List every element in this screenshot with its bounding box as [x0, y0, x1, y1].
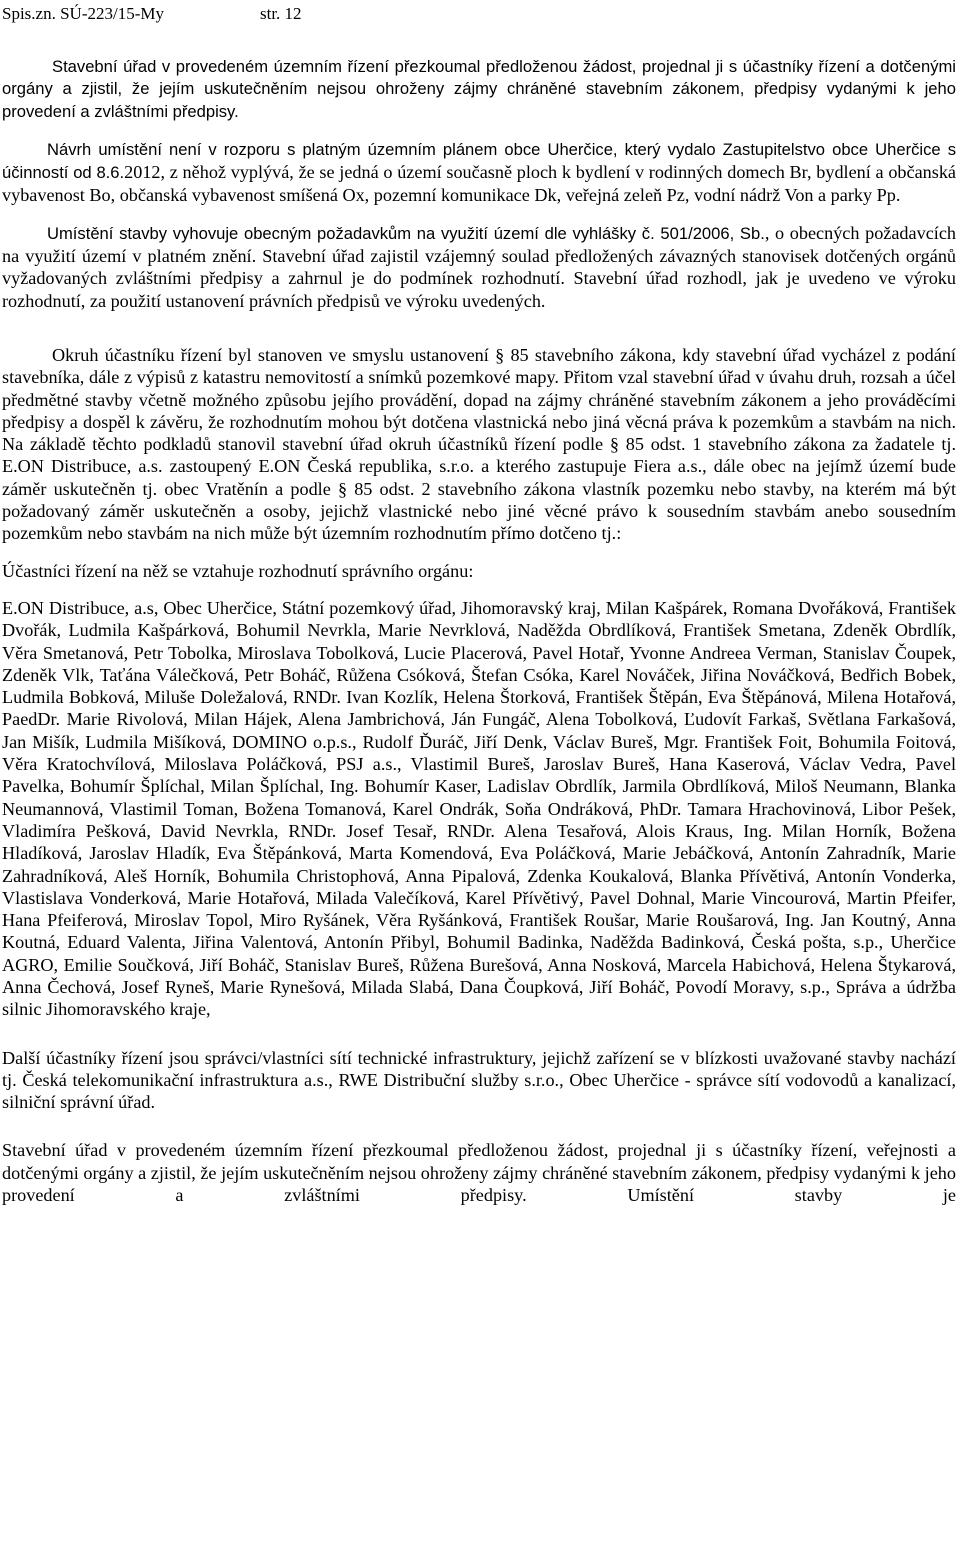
page-header [2, 3, 302, 25]
file-reference: Spis.zn. SÚ-223/15-My [2, 4, 164, 23]
paragraph-infrastructure-owners: Další účastníky řízení jsou správci/vlastníci sítí technické infrastruktury, jejichž zařízení se v blízkosti uvažované stavby nachází tj. Česká telekomunikační infrastruktura a.s., RWE Distribuční služby s.r.o., Obec Uherčice - správce sítí vodovodů a kanalizací, silniční správní úřad. [2, 1047, 956, 1113]
requirements-text-sans-1: Umístění stavby vyhovuje obecným požadavkům na využití území dle vyhlášky č. 501/2006, Sb. [47, 223, 765, 243]
paragraph-participants-scope: Okruh účastníku řízení byl stanoven ve smyslu ustanovení § 85 stavebního zákona, kdy stavební úřad vycházel z podání stavebníka, dále z výpisů z katastru nemovitostí a snímků pozemkové mapy. Přitom vzal stavební úřad v úvahu druh, rozsah a účel předmětné stavby včetně možného způsobu jejího provádění, dopad na zájmy chráněné stavebním zákonem a jeho prováděcími předpisy a dospěl k závěru, že rozhodnutím mohou být dotčena vlastnická nebo jiná věcná práva k pozemkům a stavbám na nich. Na základě těchto podkladů stanovil stavební úřad okruh účastníků řízení podle § 85 odst. 1 stavebního zákona za žadatele tj. E.ON Distribuce, a.s. zastoupený E.ON Česká republika, s.r.o. a kterého zastupuje Fiera a.s., dále obec na jejímž území bude záměr uskutečněn tj. obec Vratěnín a podle § 85 odst. 2 stavebního zákona vlastník pozemku nebo stavby, na kterém má být požadovaný záměr uskutečněn a osoby, jejichž vlastnické nebo jiné věcné právo k sousedním stavbám anebo sousedním pozemkům nebo stavbám na nich může být územním rozhodnutím přímo dotčeno tj.: [2, 344, 956, 544]
zoning-plan-text-sans: Návrh umístění není v rozporu s platným územním plánem obce Uherčice, který vydalo Zastupitelstvo obce Uherčice s účinností od 8.6. [2, 139, 956, 183]
page-number: str. 12 [259, 4, 302, 23]
paragraph-participants-heading: Účastníci řízení na něž se vztahuje rozhodnutí správního orgánu: [2, 560, 474, 581]
paragraph-requirements [2, 222, 956, 312]
paragraph-review: Stavební úřad v provedeném územním řízení přezkoumal předloženou žádost, projednal ji s účastníky řízení a dotčenými orgány a zjistil, že jejím uskutečněním nejsou ohroženy zájmy chráněné stavebním zákonem, předpisy vydanými k jeho provedení a zvláštními předpisy. [2, 57, 956, 121]
paragraph-review-repeat: Stavební úřad v provedeném územním řízení přezkoumal předloženou žádost, projednal ji s účastníky řízení, veřejnosti a dotčenými orgány a zjistil, že jejím uskutečněním nejsou ohroženy zájmy chráněné stavebním zákonem, předpisy vydanými k jeho provedení a zvláštními předpisy. Umístění stavby je [2, 1140, 956, 1206]
document-body [2, 56, 956, 1206]
paragraph-zoning-plan [2, 138, 956, 207]
requirements-text-serif-2: Stavební úřad zajistil vzájemný soulad předložených závazných stanovisek dotčených orgánů vyžadovaných zvláštními předpisy a zahrnul je do podmínek rozhodnutí. Stavební úřad rozhodl, jak je uvedeno ve výroku rozhodnutí, za použití ustanovení právních předpisů ve výroku uvedených. [2, 246, 957, 311]
requirements-text-serif-1: , o obecných požadavcích na využití území v platném znění. [2, 222, 956, 267]
paragraph-participants-list: E.ON Distribuce, a.s, Obec Uherčice, Státní pozemkový úřad, Jihomoravský kraj, Milan Kašpárek, Romana Dvořáková, František Dvořák, Ludmila Kašpárková, Bohumil Nevrkla, Marie Nevrklová, Naděžda Obrdlíková, František Smetana, Zdeněk Obrdlík, Věra Smetanová, Petr Tobolka, Miroslava Tobolková, Lucie Placerová, Pavel Hotař, Yvonne Andreea Verman, Stanislav Čoupek, Zdeněk Vlk, Taťána Válečková, Petr Boháč, Růžena Csóková, Štefan Csóka, Karel Nováček, Jiřina Nováčková, Bedřich Bobek, Ludmila Bobková, Miluše Doležalová, RNDr. Ivan Kozlík, Helena Štorková, František Štěpán, Eva Štěpánová, Milena Hotařová, PaedDr. Marie Rivolová, Milan Hájek, Alena Jambrichová, Ján Fungáč, Alena Tobolková, Ľudovít Farkaš, Světlana Farkašová, Jan Mišík, Ludmila Mišíková, DOMINO o.p.s., Rudolf Ďuráč, Jiří Denk, Václav Bureš, Mgr. František Foit, Bohumila Foitová, Věra Kratochvílová, Miloslava Poláčková, PSJ a.s., Vlastimil Bureš, Jaroslav Bureš, Hana Kaserová, Václav Vedra, Pavel Pavelka, Bohumír Šplíchal, Milan Šplíchal, Ing. Bohumír Kaser, Ladislav Obrdlík, Jarmila Obrdlíková, Miloš Neumann, Blanka Neumannová, Vlastimil Toman, Božena Tomanová, Karel Ondrák, Soňa Ondráková, PhDr. Tamara Hrachovinová, Libor Pešek, Vladimíra Pešková, David Nevrkla, RNDr. Josef Tesař, RNDr. Alena Tesařová, Alois Kraus, Ing. Milan Horník, Božena Hladíková, Jaroslav Hladík, Eva Štěpánková, Marta Komendová, Eva Poláčková, Marie Jebáčková, Antonín Zahradník, Marie Zahradníková, Aleš Horník, Bohumila Christophová, Anna Pipalová, Zdenka Koukalová, Blanka Přívětivá, Antonín Vonderka, Vlastislava Vonderková, Marie Hotařová, Milada Valečíková, Karel Přívětivý, Pavel Dohnal, Marie Vincourová, Martin Pfeifer, Hana Pfeiferová, Miroslav Topol, Miro Ryšánek, Věra Ryšánková, František Roušar, Marie Roušarová, Ing. Jan Koutný, Anna Koutná, Eduard Valenta, Jiřina Valentová, Antonín Přibyl, Bohumil Badinka, Naděžda Badinková, Česká pošta, s.p., Uherčice AGRO, Emilie Součková, Jiří Boháč, Stanislav Bureš, Růžena Burešová, Anna Nosková, Marcela Habichová, Helena Štykarová, Anna Čechová, Josef Ryneš, Marie Rynešová, Milada Slabá, Dana Čoupková, Jiří Boháč, Povodí Moravy, s.p., Správa a údržba silnic Jihomoravského kraje, [2, 597, 956, 1020]
zoning-plan-text-serif: 2012, z něhož vyplývá, že se jedná o území současně ploch k bydlení v rodinných domech Br, bydlení a občanská vybavenost Bo, občanská vybavenost smíšená Ox, pozemní komunikace Dk, veřejná zeleň Pz, vodní nádrž Von a parky Pp. [2, 162, 956, 206]
